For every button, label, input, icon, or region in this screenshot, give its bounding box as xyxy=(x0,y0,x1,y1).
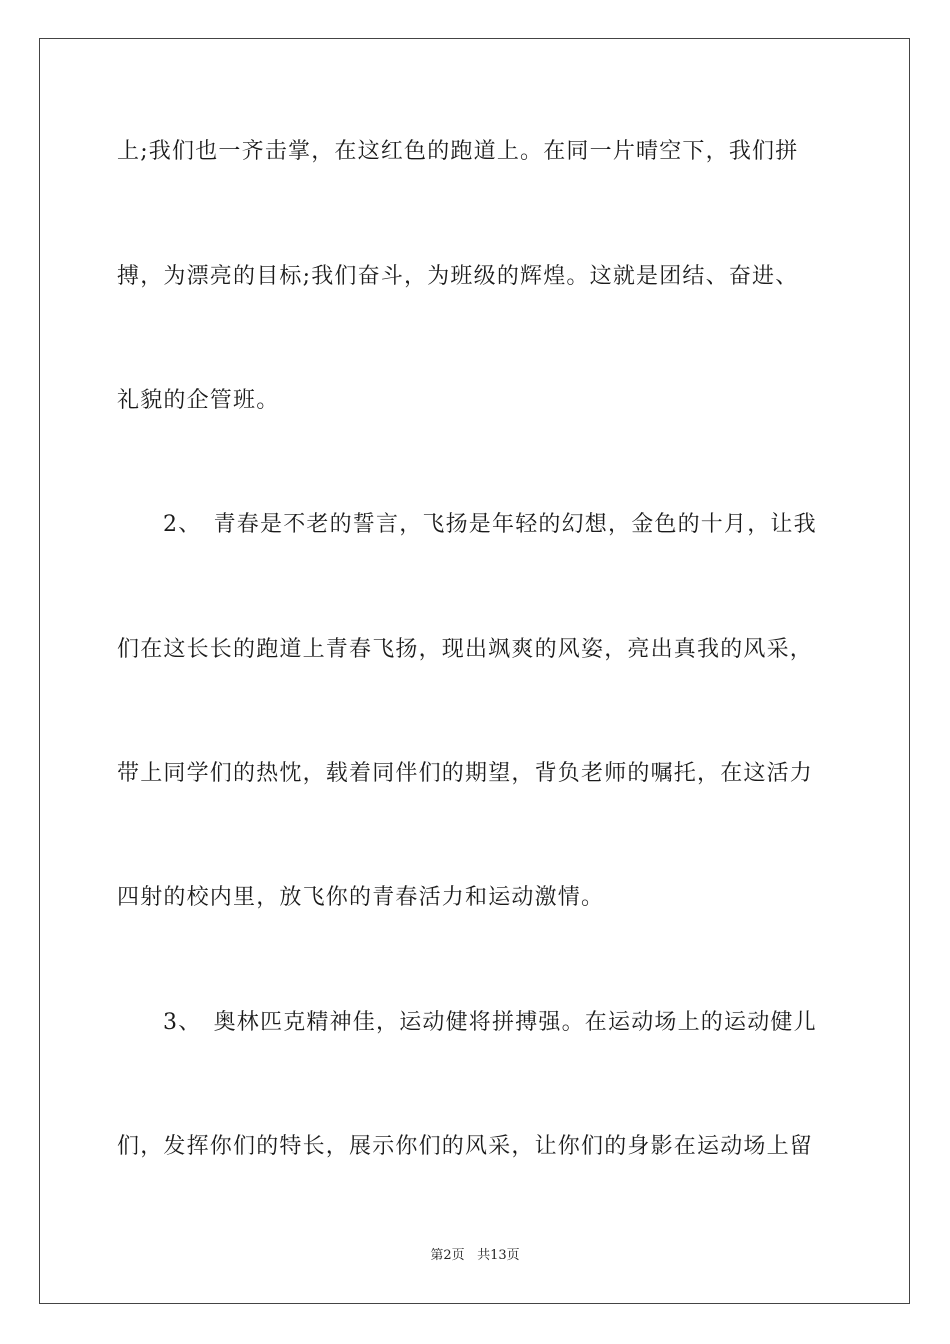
body-line-4: 2、 青春是不老的誓言，飞扬是年轻的幻想，金色的十月，让我 xyxy=(163,512,817,537)
body-line-6: 带上同学们的热忱，载着同伴们的期望，背负老师的嘱托，在这活力 xyxy=(117,761,814,786)
body-line-8: 3、 奥林匹克精神佳，运动健将拼搏强。在运动场上的运动健儿 xyxy=(163,1010,817,1035)
page-footer xyxy=(0,1247,950,1265)
body-line-9: 们，发挥你们的特长，展示你们的风采，让你们的身影在运动场上留 xyxy=(117,1134,814,1159)
body-line-1: 上;我们也一齐击掌，在这红色的跑道上。在同一片晴空下，我们拼 xyxy=(117,139,799,164)
body-line-5: 们在这长长的跑道上青春飞扬，现出飒爽的风姿，亮出真我的风采， xyxy=(117,637,814,662)
page-number: 第2页 xyxy=(430,1248,465,1263)
body-line-2: 搏，为漂亮的目标;我们奋斗，为班级的辉煌。这就是团结、奋进、 xyxy=(117,264,799,289)
body-line-3: 礼貌的企管班。 xyxy=(117,388,280,413)
page-border xyxy=(39,38,910,1304)
page-total: 共13页 xyxy=(477,1248,520,1263)
body-line-7: 四射的校内里，放飞你的青春活力和运动激情。 xyxy=(117,885,605,910)
